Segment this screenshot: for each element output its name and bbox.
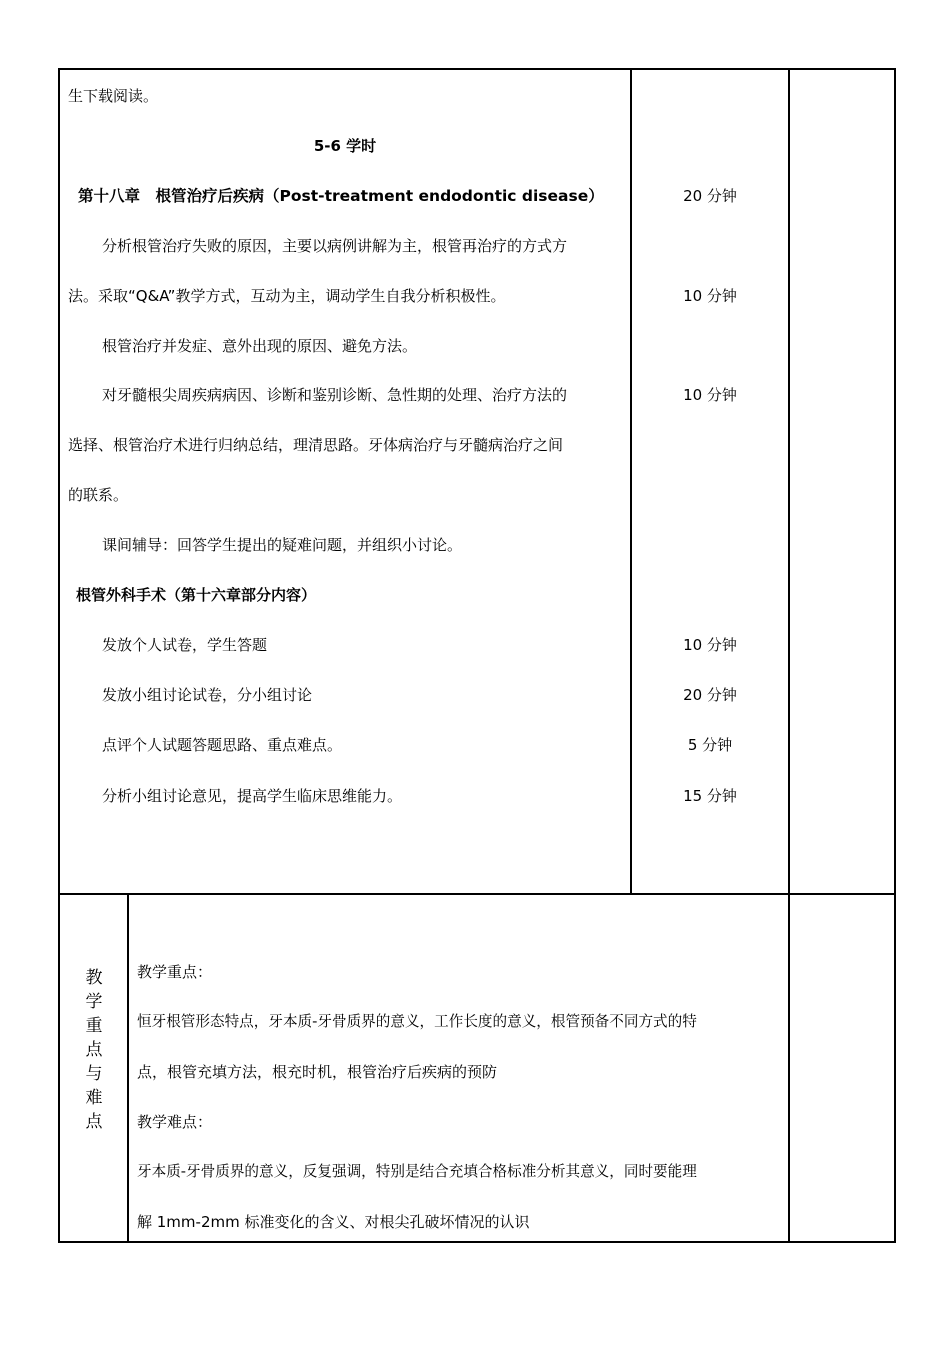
time-value: 15 分钟 [683, 787, 737, 805]
paragraph3-line1: 对牙髓根尖周疾病病因、诊断和鉴别诊断、急性期的处理、治疗方法的 [102, 386, 568, 404]
row-label-char: 与 [85, 1064, 103, 1084]
key-points-title: 教学重点： [137, 963, 213, 981]
activity-text: 发放小组讨论试卷，分小组讨论 [102, 686, 313, 704]
row-label-char: 重 [85, 1016, 103, 1036]
time-value: 10 分钟 [683, 636, 737, 654]
key-points-line1: 恒牙根管形态特点，牙本质-牙骨质界的意义，工作长度的意义，根管预备不同方式的特 [137, 1013, 697, 1030]
paragraph3-line2: 选择、根管治疗术进行归纳总结，理清思路。牙体病治疗与牙髓病治疗之间 [68, 436, 564, 454]
table-border-top [58, 68, 896, 70]
row-label-char: 点 [85, 1112, 103, 1132]
chapter-heading: 第十八章 根管治疗后疾病（Post-treatment endodontic disease） [78, 187, 604, 205]
paragraph1-line1: 分析根管治疗失败的原因，主要以病例讲解为主，根管再治疗的方式方 [102, 237, 568, 255]
surgery-heading: 根管外科手术（第十六章部分内容） [76, 586, 317, 604]
time-value: 10 分钟 [683, 386, 737, 404]
table-border-bottom [58, 1241, 896, 1243]
tutoring-text: 课间辅导：回答学生提出的疑难问题，并组织小讨论。 [102, 536, 463, 554]
difficult-points-line1: 牙本质-牙骨质界的意义，反复强调，特别是结合充填合格标准分析其意义，同时要能理 [137, 1163, 697, 1180]
row-label-key-points [60, 966, 128, 1134]
row-label-char: 难 [85, 1088, 103, 1108]
continued-text: 生下载阅读。 [68, 87, 159, 105]
time-value: 10 分钟 [683, 287, 737, 305]
section-hours: 5-6 学时 [313, 137, 377, 155]
paragraph1-line2: 法。采取“Q&A”教学方式，互动为主，调动学生自我分析积极性。 [68, 287, 506, 305]
time-value: 20 分钟 [683, 187, 737, 205]
paragraph3-line3: 的联系。 [68, 486, 129, 504]
difficult-points-title: 教学难点： [137, 1113, 213, 1131]
row-label-char: 学 [85, 992, 103, 1012]
table-border-middle [58, 893, 896, 895]
time-value: 5 分钟 [687, 736, 733, 754]
key-points-line2: 点，根管充填方法，根充时机，根管治疗后疾病的预防 [137, 1063, 498, 1081]
activity-text: 点评个人试题答题思路、重点难点。 [102, 736, 343, 754]
activity-text: 分析小组讨论意见，提高学生临床思维能力。 [102, 787, 403, 805]
row-label-char: 教 [85, 968, 103, 988]
row-label-char: 点 [85, 1040, 103, 1060]
difficult-points-line2: 解 1mm-2mm 标准变化的含义、对根尖孔破坏情况的认识 [137, 1213, 530, 1231]
column-divider-notes [788, 68, 790, 1243]
activity-text: 发放个人试卷，学生答题 [102, 636, 268, 654]
paragraph2: 根管治疗并发症、意外出现的原因、避免方法。 [102, 337, 418, 355]
time-value: 20 分钟 [683, 686, 737, 704]
table-border-right [894, 68, 896, 1243]
